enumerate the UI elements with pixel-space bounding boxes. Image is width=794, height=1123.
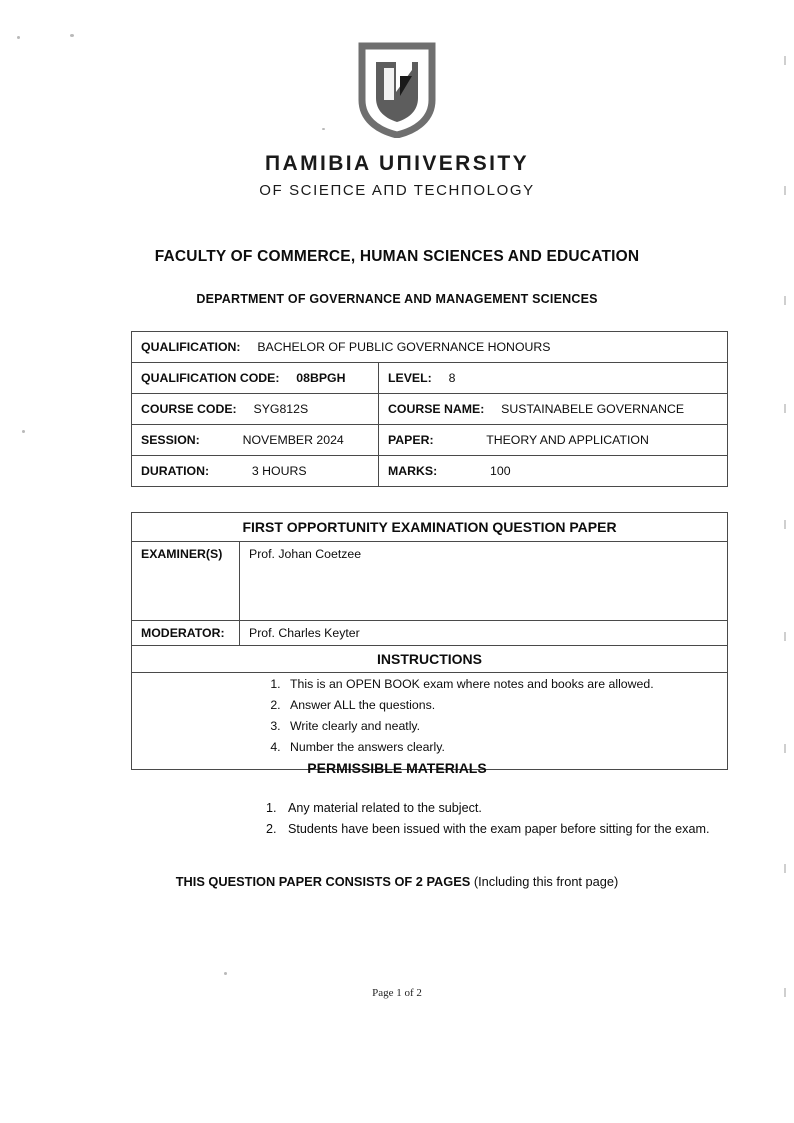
list-item: 2. Answer ALL the questions. bbox=[284, 698, 719, 714]
course-name-cell bbox=[379, 394, 728, 425]
faculty-title: FACULTY OF COMMERCE, HUMAN SCIENCES AND EDUCATION bbox=[154, 248, 640, 265]
duration-value: 3 HOURS bbox=[251, 464, 307, 478]
duration-label: DURATION: bbox=[141, 464, 210, 478]
level-value: 8 bbox=[448, 371, 456, 385]
nust-shield-logo-icon bbox=[356, 42, 438, 138]
session-label: SESSION: bbox=[141, 433, 200, 447]
moderator-value: Prof. Charles Keyter bbox=[240, 621, 728, 646]
logo-container bbox=[0, 42, 794, 143]
department-title: DEPARTMENT OF GOVERNANCE AND MANAGEMENT SCIENCES bbox=[196, 292, 598, 306]
page-count-note bbox=[0, 874, 794, 889]
permissible-materials-title: PERMISSIBLE MATERIALS bbox=[307, 760, 487, 776]
course-name-label: COURSE NAME: bbox=[388, 402, 485, 416]
qualification-code-value: 08BPGH bbox=[296, 371, 346, 385]
qualification-value: BACHELOR OF PUBLIC GOVERNANCE HONOURS bbox=[257, 340, 551, 354]
scan-edge-tick bbox=[784, 864, 786, 873]
university-name bbox=[0, 152, 794, 199]
level-label: LEVEL: bbox=[388, 371, 432, 385]
table-row bbox=[132, 646, 728, 673]
examiner-label: EXAMINER(S) bbox=[132, 542, 240, 621]
list-item: 3. Write clearly and neatly. bbox=[284, 719, 719, 735]
examiner-value: Prof. Johan Coetzee bbox=[240, 542, 728, 621]
scan-edge-tick bbox=[784, 744, 786, 753]
marks-cell bbox=[379, 456, 728, 487]
exam-paper-title: FIRST OPPORTUNITY EXAMINATION QUESTION PAPER bbox=[132, 513, 728, 542]
table-row bbox=[132, 513, 728, 542]
table-row bbox=[132, 456, 728, 487]
list-item: 2. Students have been issued with the exam paper before sitting for the exam. bbox=[280, 821, 710, 838]
permissible-materials-list bbox=[262, 800, 710, 842]
qualification-code-label: QUALIFICATION CODE: bbox=[141, 371, 280, 385]
session-cell bbox=[132, 425, 379, 456]
table-row bbox=[132, 673, 728, 770]
examination-paper-table bbox=[131, 512, 728, 770]
session-value: NOVEMBER 2024 bbox=[242, 433, 344, 447]
university-name-line2: OF SCIEПCE AПD TECHПOLOGY bbox=[259, 182, 535, 199]
scan-edge-tick bbox=[784, 632, 786, 641]
course-code-label: COURSE CODE: bbox=[141, 402, 237, 416]
table-row bbox=[132, 363, 728, 394]
qualification-info-table bbox=[131, 331, 728, 487]
list-item: 4. Number the answers clearly. bbox=[284, 740, 719, 756]
duration-cell bbox=[132, 456, 379, 487]
table-row bbox=[132, 621, 728, 646]
scan-speck bbox=[224, 972, 227, 975]
page-footer: Page 1 of 2 bbox=[372, 987, 422, 999]
qualification-label: QUALIFICATION: bbox=[141, 340, 241, 354]
qualification-cell bbox=[132, 332, 728, 363]
scan-speck bbox=[70, 34, 74, 37]
instructions-cell bbox=[132, 673, 728, 770]
qualification-code-cell bbox=[132, 363, 379, 394]
scan-edge-tick bbox=[784, 404, 786, 413]
list-item: 1. This is an OPEN BOOK exam where notes and books are allowed. bbox=[284, 677, 719, 693]
instructions-list bbox=[132, 677, 719, 756]
table-row bbox=[132, 394, 728, 425]
scan-edge-tick bbox=[784, 520, 786, 529]
paper-label: PAPER: bbox=[388, 433, 434, 447]
paper-value: THEORY AND APPLICATION bbox=[486, 433, 649, 447]
scan-speck bbox=[17, 36, 20, 39]
instructions-heading: INSTRUCTIONS bbox=[132, 646, 728, 673]
level-cell bbox=[379, 363, 728, 394]
marks-label: MARKS: bbox=[388, 464, 438, 478]
list-item: 1. Any material related to the subject. bbox=[280, 800, 710, 817]
table-row bbox=[132, 332, 728, 363]
moderator-label: MODERATOR: bbox=[132, 621, 240, 646]
university-name-line1: ПAMIBIA UПIVERSITY bbox=[265, 152, 529, 175]
course-code-cell bbox=[132, 394, 379, 425]
scan-speck bbox=[22, 430, 25, 433]
page-count-strong: THIS QUESTION PAPER CONSISTS OF 2 PAGES bbox=[175, 874, 471, 889]
page-count-suffix: (Including this front page) bbox=[470, 874, 619, 889]
marks-value: 100 bbox=[490, 464, 511, 478]
course-code-value: SYG812S bbox=[253, 402, 309, 416]
paper-cell bbox=[379, 425, 728, 456]
table-row bbox=[132, 425, 728, 456]
table-row bbox=[132, 542, 728, 621]
course-name-value: SUSTAINABELE GOVERNANCE bbox=[501, 402, 685, 416]
